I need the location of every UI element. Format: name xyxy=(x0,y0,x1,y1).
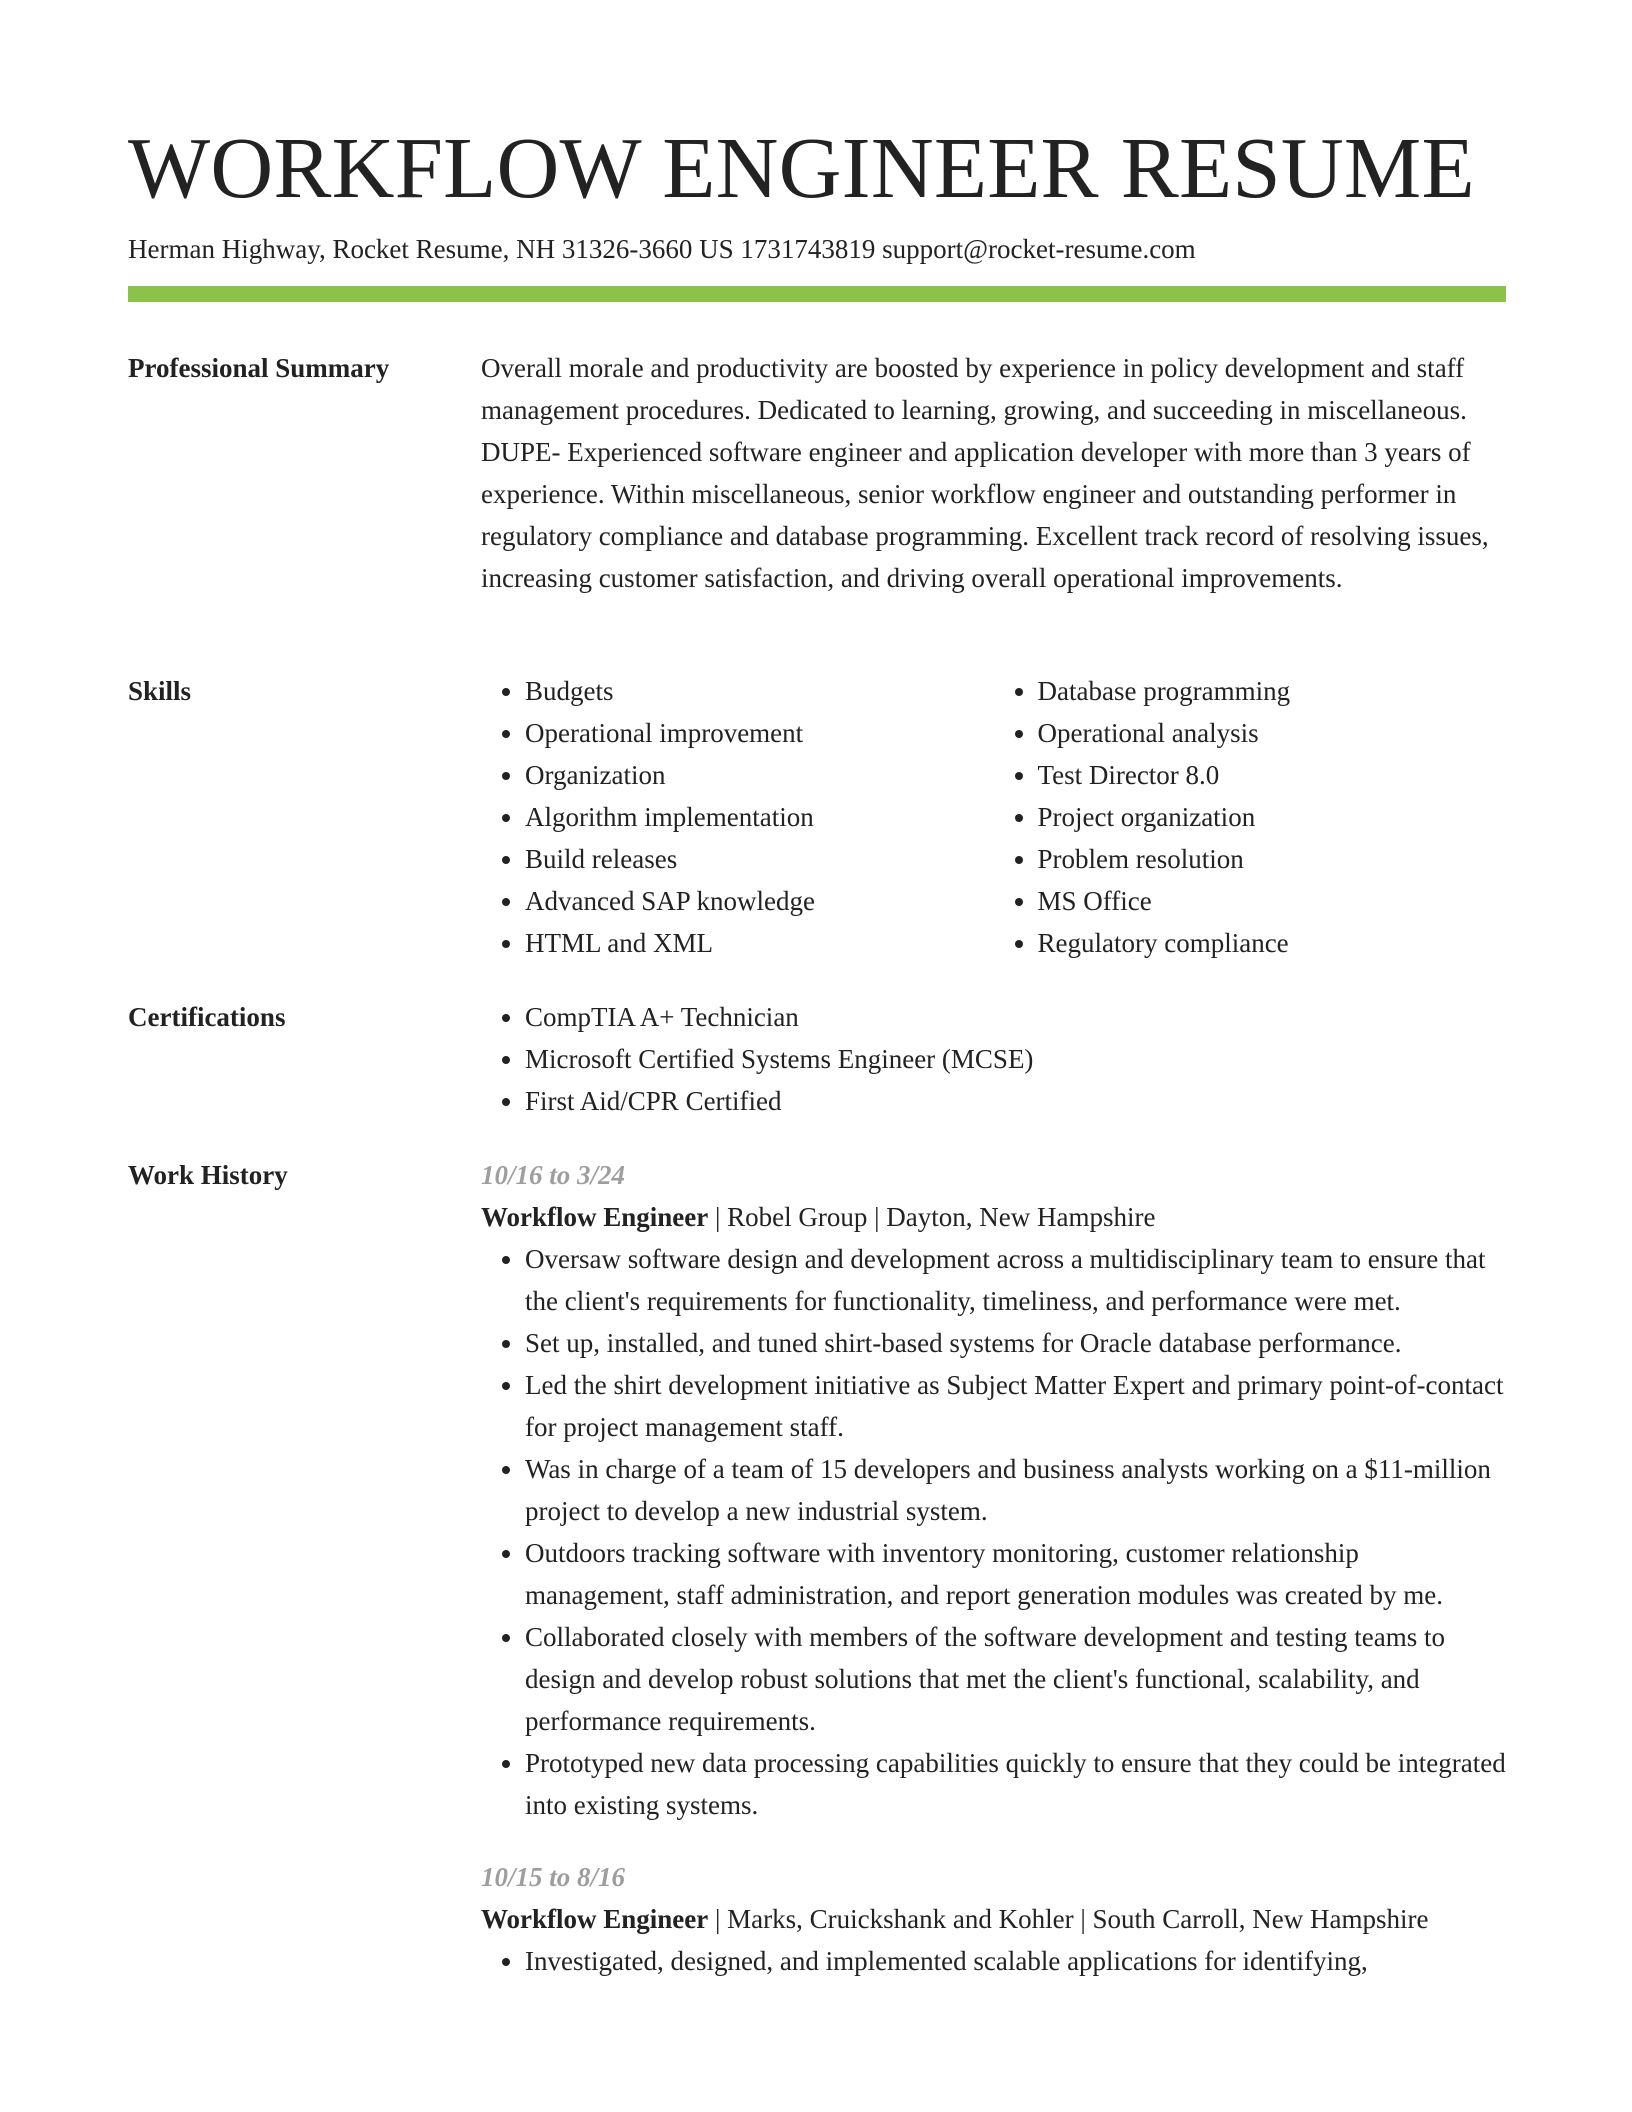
skill-item: • Project organization xyxy=(1038,796,1507,838)
certification-item: • Microsoft Certified Systems Engineer (MCSE) xyxy=(525,1038,1506,1080)
job-entry xyxy=(481,1154,1506,1826)
contact-info: Herman Highway, Rocket Resume, NH 31326-3660 US 1731743819 support@rocket-resume.com xyxy=(128,234,1196,264)
job-bullet: • Prototyped new data processing capabilities quickly to ensure that they could be integrated into existing systems. xyxy=(525,1742,1506,1826)
job-heading xyxy=(481,1196,1506,1238)
section-label-summary: Professional Summary xyxy=(128,353,390,383)
skill-item: • Build releases xyxy=(525,838,994,880)
skill-item: • Test Director 8.0 xyxy=(1038,754,1507,796)
summary-text: Overall morale and productivity are boosted by experience in policy development and staff management procedures. Dedicated to learning, growing, and succeeding in miscellaneous. DUPE- Experienced software engineer and application developer with more than 3 years of experience. Within miscellaneous, senior workflow engineer and outstanding performer in regulatory compliance and database programming. Excellent track record of resolving issues, increasing customer satisfaction, and driving overall operational improvements. xyxy=(481,353,1489,593)
job-bullet: • Outdoors tracking software with inventory monitoring, customer relationship management, staff administration, and report generation modules was created by me. xyxy=(525,1532,1506,1616)
skill-item: • HTML and XML xyxy=(525,922,994,964)
certification-item: • CompTIA A+ Technician xyxy=(525,996,1506,1038)
job-title: Workflow Engineer xyxy=(481,1904,709,1934)
skills-body xyxy=(481,670,1506,964)
job-entry xyxy=(481,1856,1506,1982)
skill-item: • Database programming xyxy=(1038,670,1507,712)
skill-item: • Algorithm implementation xyxy=(525,796,994,838)
job-bullets xyxy=(481,1940,1506,1982)
skill-item: • Advanced SAP knowledge xyxy=(525,880,994,922)
certification-item: • First Aid/CPR Certified xyxy=(525,1080,1506,1122)
job-bullet: • Led the shirt development initiative as Subject Matter Expert and primary point-of-contact for project management staff. xyxy=(525,1364,1506,1448)
accent-divider xyxy=(128,286,1506,302)
resume-title: WORKFLOW ENGINEER RESUME xyxy=(128,119,1475,216)
summary-body xyxy=(481,347,1506,599)
skill-item: • Operational analysis xyxy=(1038,712,1507,754)
work-history-body xyxy=(481,1154,1506,1982)
job-bullet: • Investigated, designed, and implemented scalable applications for identifying, xyxy=(525,1940,1506,1982)
job-employer-location: | Marks, Cruickshank and Kohler | South Carroll, New Hampshire xyxy=(708,1904,1429,1934)
skills-list-right xyxy=(994,670,1507,964)
job-bullets xyxy=(481,1238,1506,1826)
certifications-list xyxy=(481,996,1506,1122)
skill-item: • Operational improvement xyxy=(525,712,994,754)
job-employer-location: | Robel Group | Dayton, New Hampshire xyxy=(708,1202,1156,1232)
skill-item: • MS Office xyxy=(1038,880,1507,922)
skills-list-left xyxy=(481,670,994,964)
skill-item: • Budgets xyxy=(525,670,994,712)
job-title: Workflow Engineer xyxy=(481,1202,709,1232)
section-label-skills: Skills xyxy=(128,676,192,706)
job-dates: 10/15 to 8/16 xyxy=(481,1862,626,1892)
skill-item: • Regulatory compliance xyxy=(1038,922,1507,964)
certifications-body xyxy=(481,996,1506,1122)
section-label-work-history: Work History xyxy=(128,1160,288,1190)
section-label-certifications: Certifications xyxy=(128,1002,286,1032)
job-dates: 10/16 to 3/24 xyxy=(481,1160,626,1190)
skill-item: • Problem resolution xyxy=(1038,838,1507,880)
job-heading xyxy=(481,1898,1506,1940)
job-bullet: • Set up, installed, and tuned shirt-based systems for Oracle database performance. xyxy=(525,1322,1506,1364)
job-bullet: • Was in charge of a team of 15 developers and business analysts working on a $11-million project to develop a new industrial system. xyxy=(525,1448,1506,1532)
job-bullet: • Collaborated closely with members of the software development and testing teams to design and develop robust solutions that met the client's functional, scalability, and performance requirements. xyxy=(525,1616,1506,1742)
skill-item: • Organization xyxy=(525,754,994,796)
job-bullet: • Oversaw software design and development across a multidisciplinary team to ensure that the client's requirements for functionality, timeliness, and performance were met. xyxy=(525,1238,1506,1322)
